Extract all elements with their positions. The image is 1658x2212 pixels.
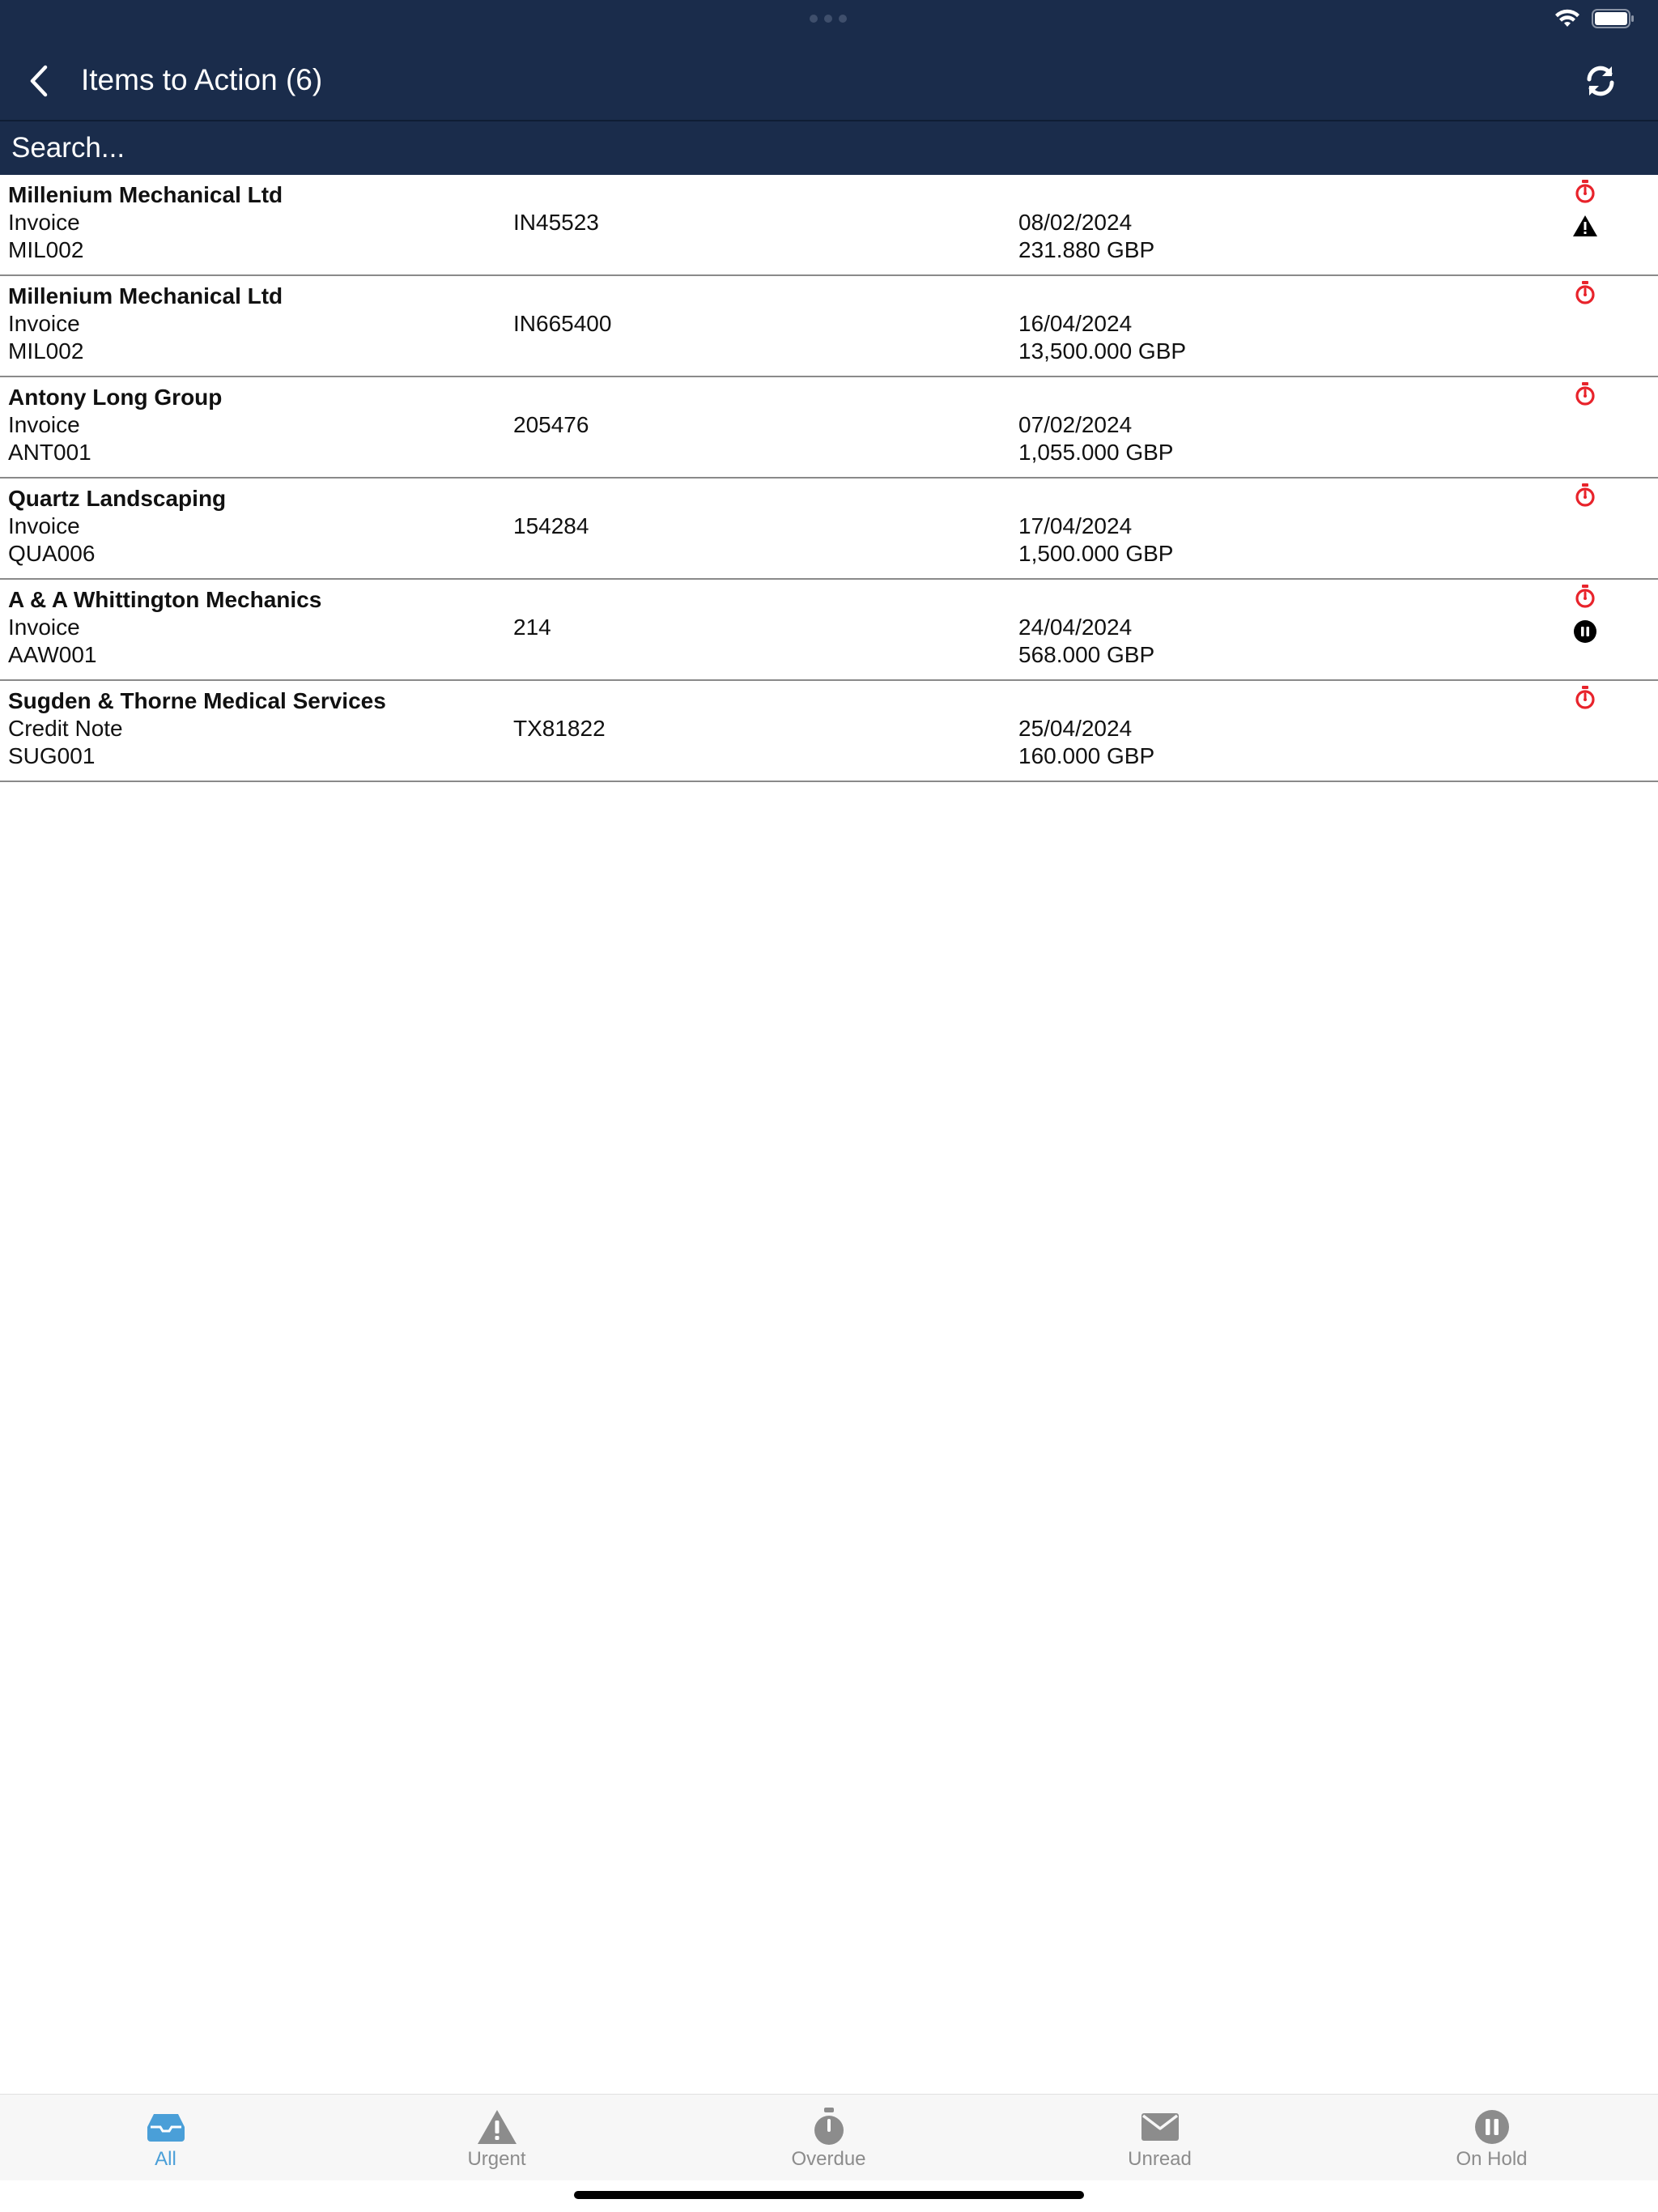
warning-icon bbox=[476, 2108, 518, 2146]
stopwatch-icon bbox=[1575, 281, 1596, 309]
document-reference: 154284 bbox=[513, 513, 589, 538]
chevron-left-icon bbox=[29, 65, 49, 97]
list-item[interactable] bbox=[0, 681, 1658, 782]
document-amount: 568.000 GBP bbox=[1018, 642, 1155, 667]
tab-on-hold[interactable] bbox=[1326, 2095, 1657, 2180]
wifi-icon bbox=[1554, 9, 1580, 32]
document-amount: 1,055.000 GBP bbox=[1018, 440, 1174, 465]
document-date: 17/04/2024 bbox=[1018, 513, 1133, 538]
document-type: Invoice bbox=[8, 210, 80, 235]
status-icons bbox=[1571, 483, 1600, 512]
stopwatch-icon bbox=[1575, 382, 1596, 410]
stopwatch-icon bbox=[1575, 585, 1596, 613]
supplier-name: Millenium Mechanical Ltd bbox=[8, 283, 283, 308]
tab-label: Overdue bbox=[791, 2148, 866, 2170]
tab-label: Urgent bbox=[467, 2148, 526, 2170]
tab-all[interactable] bbox=[0, 2095, 331, 2180]
supplier-name: A & A Whittington Mechanics bbox=[8, 587, 322, 612]
account-code: QUA006 bbox=[8, 541, 96, 566]
tab-unread[interactable] bbox=[994, 2095, 1325, 2180]
document-date: 07/02/2024 bbox=[1018, 412, 1133, 437]
tab-urgent[interactable] bbox=[331, 2095, 662, 2180]
page-title: Items to Action (6) bbox=[81, 63, 323, 96]
search-input[interactable] bbox=[11, 126, 1630, 170]
document-type: Invoice bbox=[8, 412, 80, 437]
document-reference: IN45523 bbox=[513, 210, 599, 235]
status-icons bbox=[1571, 585, 1600, 648]
supplier-name: Sugden & Thorne Medical Services bbox=[8, 688, 386, 713]
stopwatch-icon bbox=[1575, 483, 1596, 512]
document-date: 25/04/2024 bbox=[1018, 716, 1133, 741]
status-icons bbox=[1571, 686, 1600, 714]
document-reference: 214 bbox=[513, 615, 551, 640]
pause-icon bbox=[1573, 619, 1597, 648]
home-indicator[interactable] bbox=[574, 2191, 1084, 2199]
tab-overdue[interactable] bbox=[663, 2095, 994, 2180]
search-bar bbox=[0, 121, 1658, 175]
refresh-button[interactable] bbox=[1574, 57, 1627, 105]
document-date: 16/04/2024 bbox=[1018, 311, 1133, 336]
stopwatch-icon bbox=[811, 2108, 847, 2146]
document-date: 08/02/2024 bbox=[1018, 210, 1133, 235]
stopwatch-icon bbox=[1575, 686, 1596, 714]
supplier-name: Antony Long Group bbox=[8, 385, 223, 410]
tab-bar bbox=[0, 2094, 1658, 2180]
status-icons bbox=[1571, 180, 1600, 241]
list-item[interactable] bbox=[0, 276, 1658, 377]
document-date: 24/04/2024 bbox=[1018, 615, 1133, 640]
status-icons bbox=[1571, 382, 1600, 410]
warning-icon bbox=[1572, 215, 1598, 241]
status-bar bbox=[0, 0, 1658, 40]
supplier-name: Quartz Landscaping bbox=[8, 486, 227, 511]
stopwatch-icon bbox=[1575, 180, 1596, 208]
document-type: Credit Note bbox=[8, 716, 123, 741]
status-icons bbox=[1571, 281, 1600, 309]
document-type: Invoice bbox=[8, 311, 80, 336]
inbox-icon bbox=[146, 2108, 186, 2146]
list-item[interactable] bbox=[0, 175, 1658, 276]
account-code: MIL002 bbox=[8, 237, 84, 262]
account-code: ANT001 bbox=[8, 440, 91, 465]
navigation-bar bbox=[0, 40, 1658, 121]
document-type: Invoice bbox=[8, 513, 80, 538]
battery-icon bbox=[1592, 8, 1635, 33]
document-reference: TX81822 bbox=[513, 716, 606, 741]
list-item[interactable] bbox=[0, 377, 1658, 479]
document-reference: IN665400 bbox=[513, 311, 612, 336]
multitasking-dots[interactable] bbox=[810, 15, 847, 23]
account-code: SUG001 bbox=[8, 743, 96, 768]
tab-label: On Hold bbox=[1456, 2148, 1528, 2170]
document-amount: 13,500.000 GBP bbox=[1018, 338, 1187, 364]
tab-label: Unread bbox=[1128, 2148, 1192, 2170]
list-item[interactable] bbox=[0, 580, 1658, 681]
document-type: Invoice bbox=[8, 615, 80, 640]
items-list bbox=[0, 175, 1658, 782]
document-reference: 205476 bbox=[513, 412, 589, 437]
account-code: AAW001 bbox=[8, 642, 97, 667]
document-amount: 231.880 GBP bbox=[1018, 237, 1155, 262]
pause-icon bbox=[1473, 2108, 1511, 2146]
tab-label: All bbox=[155, 2148, 176, 2170]
status-icons bbox=[1554, 8, 1635, 33]
back-button[interactable] bbox=[15, 57, 63, 105]
list-item[interactable] bbox=[0, 479, 1658, 580]
account-code: MIL002 bbox=[8, 338, 84, 364]
document-amount: 1,500.000 GBP bbox=[1018, 541, 1174, 566]
supplier-name: Millenium Mechanical Ltd bbox=[8, 182, 283, 207]
refresh-icon bbox=[1584, 64, 1618, 98]
document-amount: 160.000 GBP bbox=[1018, 743, 1155, 768]
envelope-icon bbox=[1140, 2108, 1180, 2146]
